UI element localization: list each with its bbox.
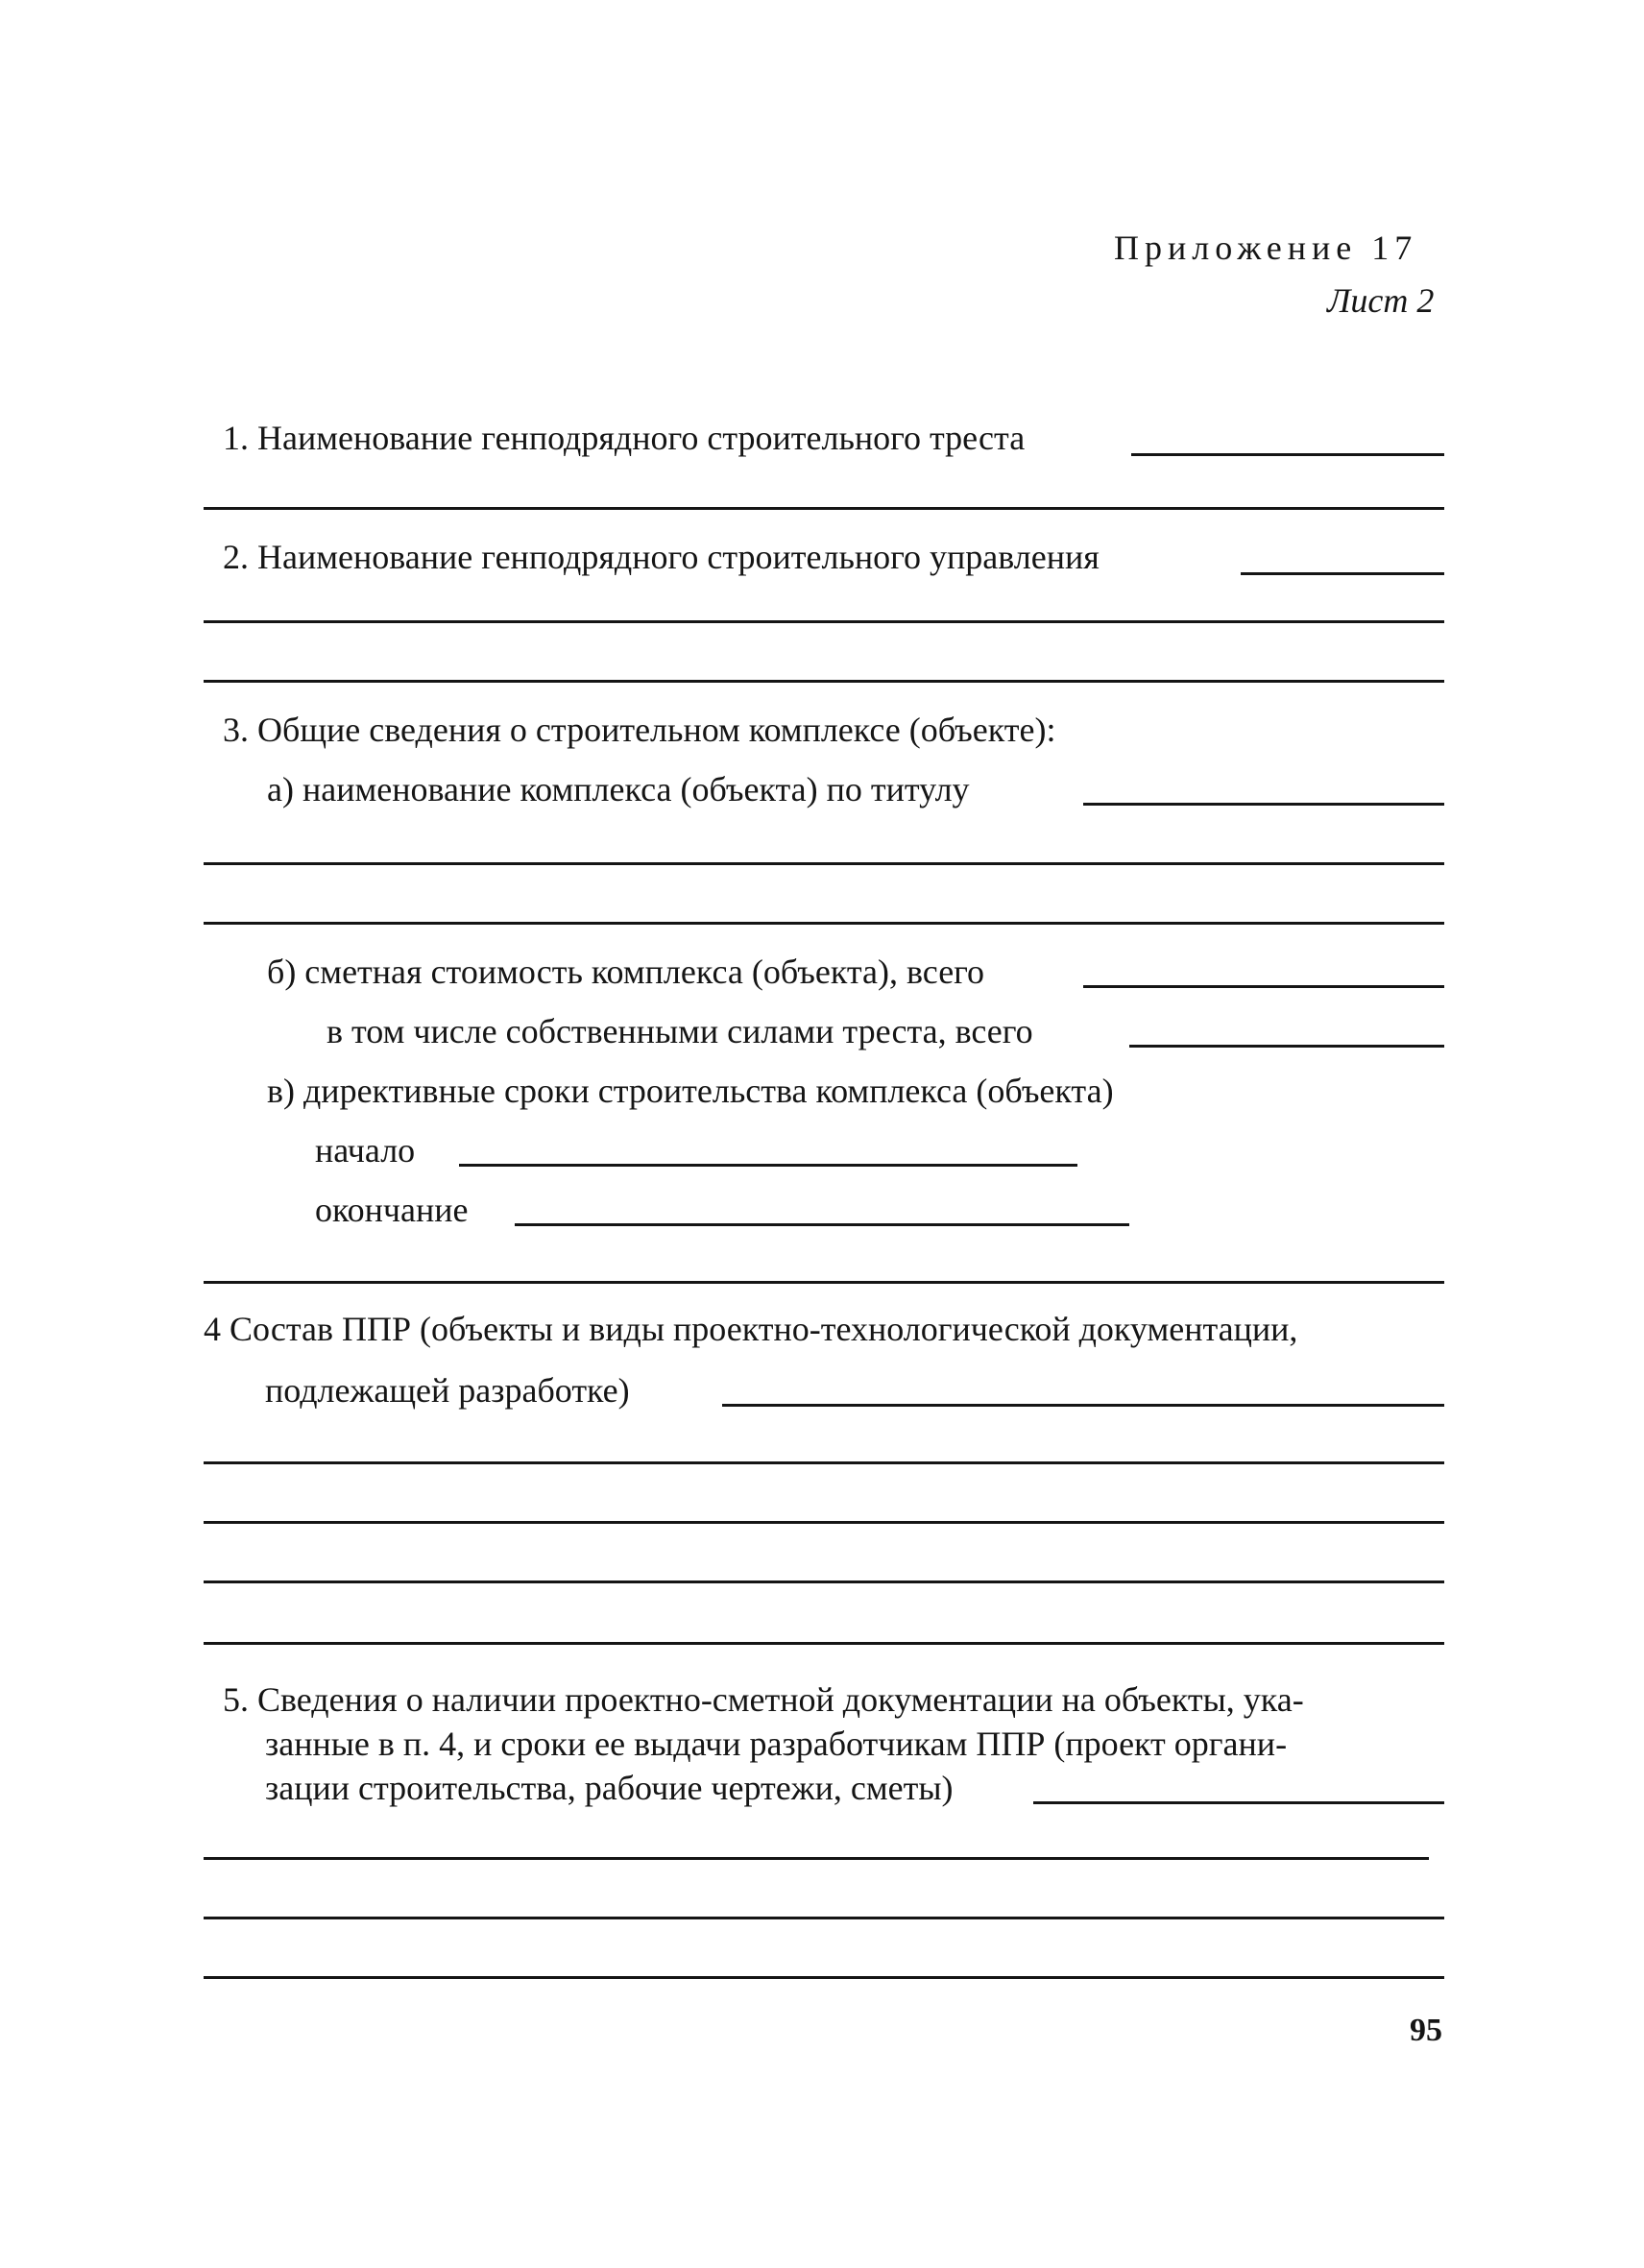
item-2-label: 2. Наименование генподрядного строительного управления [223, 538, 1100, 576]
item-1-label: 1. Наименование генподрядного строительного треста [223, 419, 1026, 457]
item-5-fill-line [1033, 1801, 1444, 1804]
appendix-label: Приложение 17 [1114, 229, 1418, 267]
start-label: начало [315, 1131, 416, 1170]
item-3-separator-line [204, 1281, 1444, 1284]
item-3b-sub-label: в том числе собственными силами треста, всего [326, 1012, 1033, 1050]
item-4-continuation-line-4 [204, 1642, 1444, 1645]
item-3a-label: а) наименование комплекса (объекта) по титулу [267, 770, 970, 808]
item-5-continuation-line-1 [204, 1857, 1429, 1860]
item-3v-label: в) директивные сроки строительства комплекса (объекта) [267, 1072, 1114, 1110]
end-fill-line [515, 1223, 1129, 1226]
item-2-continuation-line-1 [204, 620, 1444, 623]
page-number: 95 [1410, 2013, 1442, 2048]
end-label: окончание [315, 1191, 469, 1229]
item-5-continuation-line-2 [204, 1917, 1444, 1919]
item-3b-sub-fill-line [1129, 1045, 1444, 1048]
item-3a-continuation-line-1 [204, 862, 1444, 865]
item-5-continuation-line-3 [204, 1976, 1444, 1979]
item-3b-label: б) сметная стоимость комплекса (объекта), всего [267, 953, 985, 991]
item-5-label-line-2: занные в п. 4, и сроки ее выдачи разработчикам ППР (проект органи- [265, 1725, 1288, 1763]
item-1-continuation-line [204, 507, 1444, 510]
item-3a-continuation-line-2 [204, 922, 1444, 925]
item-1-fill-line [1131, 453, 1444, 456]
item-4-continuation-line-2 [204, 1521, 1444, 1524]
item-3b-fill-line [1083, 985, 1444, 988]
sheet-label: Лист 2 [1327, 281, 1435, 320]
item-3a-fill-line [1083, 803, 1444, 806]
start-fill-line [459, 1164, 1077, 1167]
item-3-label: 3. Общие сведения о строительном комплексе (объекте): [223, 711, 1056, 749]
item-5-label-line-3: зации строительства, рабочие чертежи, сметы) [265, 1769, 954, 1807]
item-4-label-line-2: подлежащей разработке) [265, 1371, 630, 1410]
item-2-fill-line [1241, 572, 1444, 575]
item-4-continuation-line-3 [204, 1580, 1444, 1583]
item-5-label-line-1: 5. Сведения о наличии проектно-сметной документации на объекты, ука- [223, 1680, 1304, 1719]
item-2-continuation-line-2 [204, 680, 1444, 683]
item-4-label-line-1: 4 Состав ППР (объекты и виды проектно-технологической документации, [204, 1310, 1298, 1348]
item-4-fill-line [722, 1404, 1444, 1407]
item-4-continuation-line-1 [204, 1461, 1444, 1464]
